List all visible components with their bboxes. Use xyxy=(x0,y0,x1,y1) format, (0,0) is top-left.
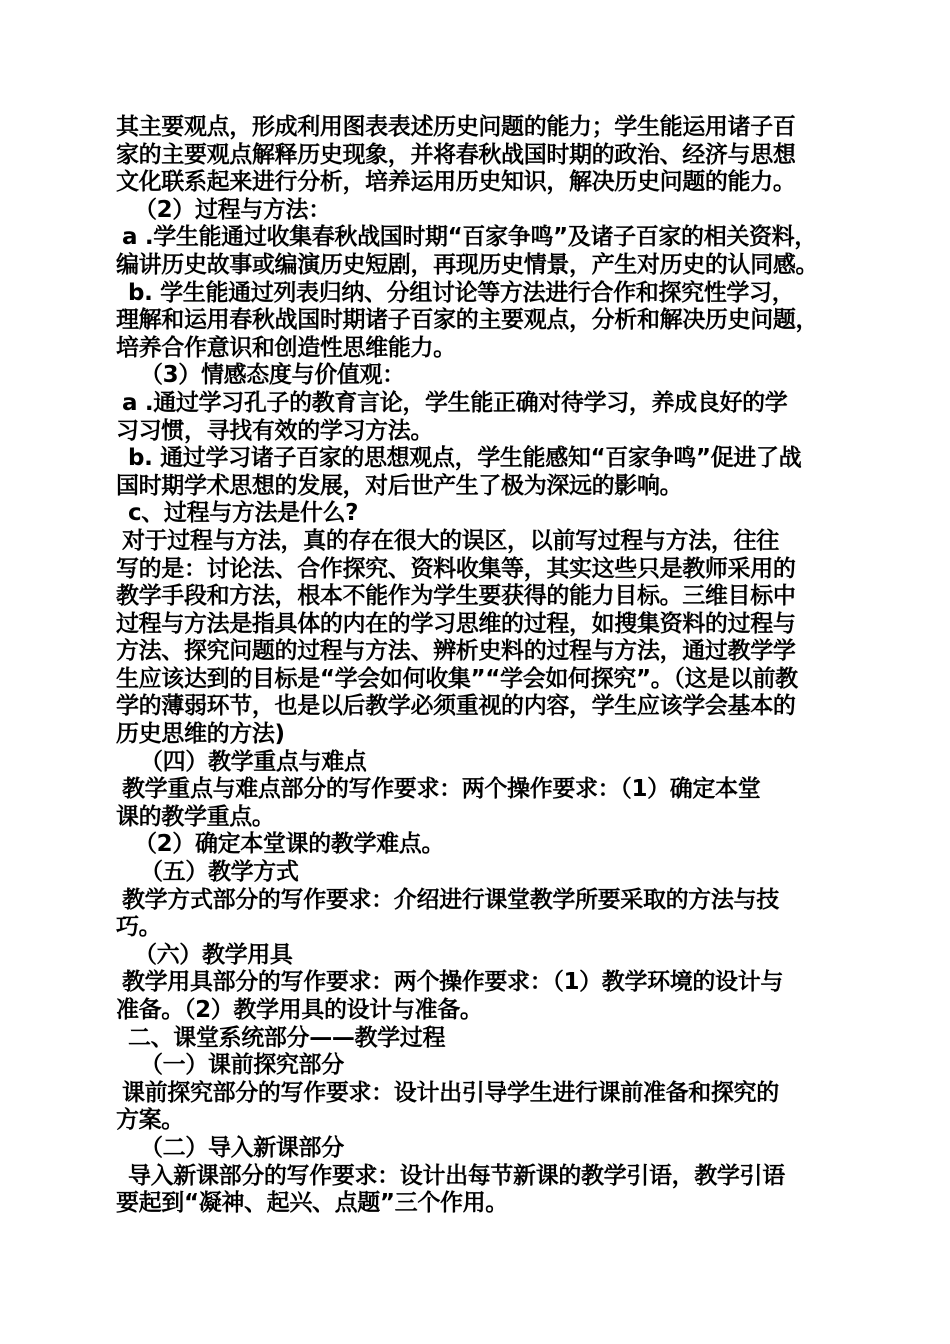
text-line: 导入新课部分的写作要求：设计出每节新课的教学引语，教学引语 xyxy=(128,1162,785,1189)
section-heading: （二）导入新课部分 xyxy=(140,1134,344,1161)
text-line: （2）确定本堂课的教学难点。 xyxy=(134,831,445,858)
text-line: 理解和运用春秋战国时期诸子百家的主要观点，分析和解决历史问题， xyxy=(116,307,819,334)
text-line: 其主要观点，形成利用图表表述历史问题的能力；学生能运用诸子百 xyxy=(116,114,796,140)
text-line: 对于过程与方法，真的存在很大的误区，以前写过程与方法，往往 xyxy=(122,527,779,554)
text-line: 课的教学重点。 xyxy=(116,803,275,830)
text-line: 巧。 xyxy=(116,914,162,941)
section-heading: （六）教学用具 xyxy=(134,941,293,968)
text-line: 写的是：讨论法、合作探究、资料收集等，其实这些只是教师采用的 xyxy=(116,555,796,582)
text-line: b. 学生能通过列表归纳、分组讨论等方法进行合作和探究性学习， xyxy=(128,279,795,306)
text-line: 方案。 xyxy=(116,1107,184,1134)
document-body xyxy=(116,114,846,1218)
text-line: 过程与方法是指具体的内在的学习思维的过程，如搜集资料的过程与 xyxy=(116,610,796,637)
section-heading: （一）课前探究部分 xyxy=(140,1052,344,1079)
text-line: 家的主要观点解释历史现象，并将春秋战国时期的政治、经济与思想 xyxy=(116,141,796,168)
text-line: 教学手段和方法，根本不能作为学生要获得的能力目标。三维目标中 xyxy=(116,583,796,610)
text-line: 学的薄弱环节，也是以后教学必须重视的内容，学生应该学会基本的 xyxy=(116,693,796,720)
text-line: 历史思维的方法) xyxy=(116,721,285,748)
text-line: 教学用具部分的写作要求：两个操作要求：（1）教学环境的设计与 xyxy=(122,969,784,996)
subheading: （2）过程与方法： xyxy=(134,196,331,223)
text-line: a .通过学习孔子的教育言论，学生能正确对待学习，养成良好的学 xyxy=(122,389,788,416)
text-line: 教学重点与难点部分的写作要求：两个操作要求：（1）确定本堂 xyxy=(122,776,761,803)
text-line: 教学方式部分的写作要求：介绍进行课堂教学所要采取的方法与技 xyxy=(122,886,779,913)
section-heading: （四）教学重点与难点 xyxy=(140,748,367,775)
text-line: 方法、探究问题的过程与方法、辨析史料的过程与方法，通过教学学 xyxy=(116,638,796,665)
subheading: （3）情感态度与价值观： xyxy=(140,362,405,389)
text-line: a .学生能通过收集春秋战国时期“百家争鸣”及诸子百家的相关资料， xyxy=(122,224,817,251)
text-line: 国时期学术思想的发展，对后世产生了极为深远的影响。 xyxy=(116,472,683,499)
text-line: 编讲历史故事或编演历史短剧，再现历史情景，产生对历史的认同感。 xyxy=(116,251,819,278)
text-line: b. 通过学习诸子百家的思想观点，学生能感知“百家争鸣”促进了战 xyxy=(128,445,802,472)
section-heading: （五）教学方式 xyxy=(140,859,299,886)
text-line: 生应该达到的目标是“学会如何收集”“学会如何探究”。（这是以前教 xyxy=(116,665,798,692)
subheading: c、过程与方法是什么? xyxy=(128,500,359,527)
text-line: 要起到“凝神、起兴、点题”三个作用。 xyxy=(116,1190,508,1217)
text-line: 习习惯，寻找有效的学习方法。 xyxy=(116,417,434,444)
text-line: 准备。（2）教学用具的设计与准备。 xyxy=(116,997,483,1023)
text-line: 文化联系起来进行分析，培养运用历史知识，解决历史问题的能力。 xyxy=(116,169,796,196)
chapter-heading: 二、课堂系统部分——教学过程 xyxy=(128,1024,446,1051)
text-line: 培养合作意识和创造性思维能力。 xyxy=(116,334,456,361)
text-line: 课前探究部分的写作要求：设计出引导学生进行课前准备和探究的 xyxy=(122,1079,779,1106)
